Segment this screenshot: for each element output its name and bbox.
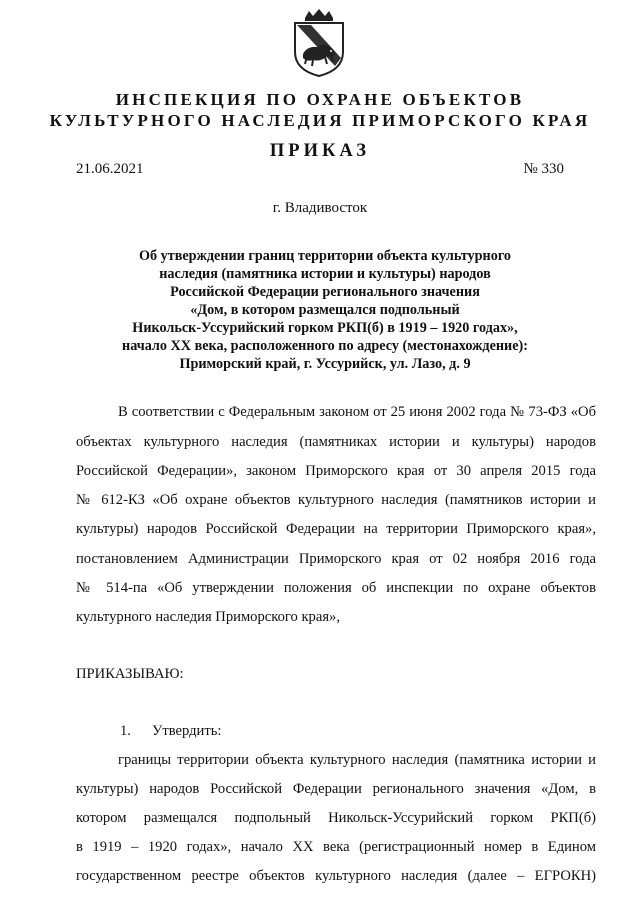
subject-line: «Дом, в котором размещался подпольный (190, 302, 460, 318)
subject-line: начало XX века, расположенного по адресу (местонахождение): (122, 338, 528, 354)
document-city: г. Владивосток (272, 200, 368, 216)
organization-name-line-1: ИНСПЕКЦИЯ ПО ОХРАНЕ ОБЪЕКТОВ (115, 90, 525, 109)
item-title: Утвердить: (152, 723, 222, 739)
subject-line: Российской Федерации регионального значения (170, 284, 480, 300)
item-body-line: культуры) народов Российской Федерации регионального значения «Дом, в (76, 781, 596, 797)
document-number: № 330 (523, 161, 564, 177)
organization-name-line-2: КУЛЬТУРНОГО НАСЛЕДИЯ ПРИМОРСКОГО КРАЯ (49, 111, 591, 130)
item-body-line: государственном реестре объектов культурного наследия (далее – ЕГРОКН) (76, 868, 596, 884)
item-body-line: границы территории объекта культурного наследия (памятника истории и (118, 752, 596, 768)
preamble-line: постановлением Администрации Приморского края от 02 ноября 2016 года (76, 551, 596, 567)
document-date: 21.06.2021 (76, 161, 144, 177)
subject-line: Никольск-Уссурийский горком РКП(б) в 1919 – 1920 годах», (132, 320, 518, 336)
preamble-line: В соответствии с Федеральным законом от 25 июня 2002 года № 73-ФЗ «Об (118, 404, 596, 420)
document-type-title: ПРИКАЗ (269, 141, 371, 161)
subject-line: Об утверждении границ территории объекта культурного (138, 248, 511, 264)
preamble-line: № 612-КЗ «Об охране объектов культурного наследия (памятников истории и (76, 492, 596, 508)
preamble-line: объектах культурного наследия (памятниках истории и культуры) народов (76, 434, 596, 450)
preamble-line: культуры) народов Российской Федерации на территории Приморского края», (76, 521, 596, 537)
item-body-line: в 1919 – 1920 годах», начало XX века (регистрационный номер в Едином (76, 839, 596, 855)
preamble-line: культурного наследия Приморского края», (76, 609, 340, 625)
preamble-line: № 514-па «Об утверждении положения об инспекции по охране объектов (76, 580, 596, 596)
subject-line: наследия (памятника истории и культуры) народов (159, 266, 491, 282)
coat-of-arms-emblem (291, 8, 347, 78)
item-body-line: котором размещался подпольный Никольск-Уссурийский горком РКП(б) (76, 810, 596, 826)
item-number: 1. (120, 723, 131, 739)
order-directive: ПРИКАЗЫВАЮ: (76, 666, 184, 682)
document-subject-heading (110, 247, 540, 373)
subject-line: Приморский край, г. Уссурийск, ул. Лазо, д. 9 (179, 356, 471, 372)
preamble-line: Российской Федерации», законом Приморского края от 30 апреля 2015 года (76, 463, 596, 479)
